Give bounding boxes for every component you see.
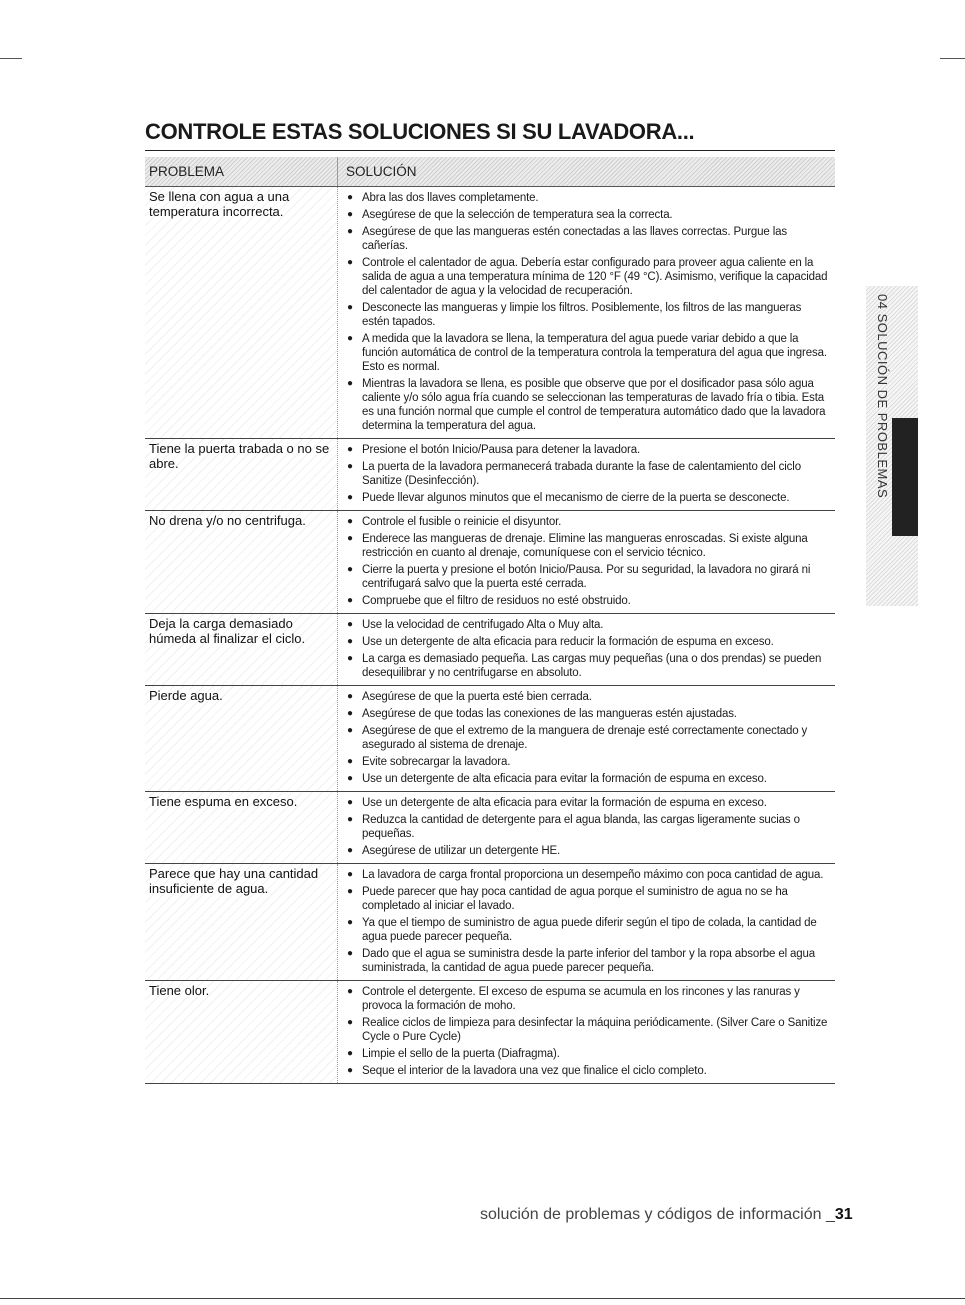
solution-text: Cierre la puerta y presione el botón Inicio/Pausa. Por su seguridad, la lavadora no girará ni centrifugará salvo que la puerta esté cerrada. [362,564,811,590]
solution-item [338,332,835,374]
problem-cell: Pierde agua. [145,686,338,791]
solution-text: Use un detergente de alta eficacia para evitar la formación de espuma en exceso. [362,773,767,785]
bullet-icon: ● [347,986,353,997]
solution-item [338,1064,835,1078]
solution-cell [338,864,835,980]
problem-cell: Se llena con agua a una temperatura incorrecta. [145,187,338,438]
bullet-icon: ● [347,595,353,606]
solution-item [338,916,835,944]
table-row [145,981,835,1084]
page-footer [480,1206,853,1224]
solution-item [338,724,835,752]
solution-cell [338,686,835,791]
solution-text: Controle el calentador de agua. Debería estar configurado para proveer agua caliente en la salida de agua a una temperatura mínima de 120 °F (49 °C). Asimismo, verifique la capacidad del calentador de agua y la velocidad de recuperación. [362,257,828,297]
bullet-icon: ● [347,845,353,856]
table-row [145,864,835,981]
solution-text: Controle el detergente. El exceso de espuma se acumula en los rincones y las ranuras y provoca la formación de moho. [362,986,800,1012]
solution-text: Dado que el agua se suministra desde la parte inferior del tambor y la ropa absorbe el agua suministrada, la cantidad de agua puede parecer pequeña. [362,948,816,974]
solution-text: Use un detergente de alta eficacia para reducir la formación de espuma en exceso. [362,636,774,648]
solution-item [338,635,835,649]
problem-cell: Tiene la puerta trabada o no se abre. [145,439,338,510]
solution-text: La carga es demasiado pequeña. Las cargas muy pequeñas (una o dos prendas) se pueden desequilibrar y no centrifugarse en absoluto. [362,653,822,679]
solution-item [338,690,835,704]
table-row [145,792,835,864]
page-number: 31 [834,1206,853,1223]
solution-text: Asegúrese de utilizar un detergente HE. [362,845,561,857]
bullet-icon: ● [347,378,353,389]
solution-text: A medida que la lavadora se llena, la temperatura del agua puede variar debido a que la función automática de control de la temperatura controla la temperatura del agua que ingresa. Esto es normal. [362,333,827,373]
bullet-icon: ● [347,302,353,313]
solution-item [338,755,835,769]
solution-item [338,813,835,841]
solution-text: Limpie el sello de la puerta (Diafragma). [362,1048,560,1060]
solution-text: Use la velocidad de centrifugado Alta o Muy alta. [362,619,604,631]
bullet-icon: ● [347,226,353,237]
problem-cell: Tiene espuma en exceso. [145,792,338,863]
solution-text: Reduzca la cantidad de detergente para el agua blanda, las cargas ligeramente sucias o pequeñas. [362,814,800,840]
table-row [145,614,835,686]
solution-item [338,947,835,975]
solution-text: Evite sobrecargar la lavadora. [362,756,511,768]
bullet-icon: ● [347,948,353,959]
table-row [145,686,835,792]
table-header [145,157,835,187]
solution-text: Abra las dos llaves completamente. [362,192,539,204]
solution-text: Asegúrese de que las mangueras estén conectadas a las llaves correctas. Purgue las cañerías. [362,226,787,252]
solution-item [338,532,835,560]
solution-text: Puede parecer que hay poca cantidad de agua porque el suministro de agua no se ha completado al iniciar el lavado. [362,886,788,912]
table-row [145,187,835,439]
solution-item [338,707,835,721]
solution-item [338,491,835,505]
bullet-icon: ● [347,725,353,736]
bullet-icon: ● [347,444,353,455]
solution-text: Controle el fusible o reinicie el disyuntor. [362,516,562,528]
solution-cell [338,511,835,613]
bullet-icon: ● [347,869,353,880]
crop-mark-right [940,58,965,59]
solution-cell [338,981,835,1083]
solution-text: Presione el botón Inicio/Pausa para detener la lavadora. [362,444,641,456]
solution-text: Ya que el tiempo de suministro de agua puede diferir según el tipo de colada, la cantidad de agua puede parecer pequeña. [362,917,817,943]
bullet-icon: ● [347,516,353,527]
solution-cell [338,187,835,438]
bullet-icon: ● [347,1017,353,1028]
problem-cell: No drena y/o no centrifuga. [145,511,338,613]
bullet-icon: ● [347,886,353,897]
solution-text: La lavadora de carga frontal proporciona un desempeño máximo con poca cantidad de agua. [362,869,824,881]
solution-item [338,868,835,882]
solution-cell [338,614,835,685]
table-row [145,511,835,614]
bullet-icon: ● [347,1048,353,1059]
bullet-icon: ● [347,619,353,630]
chapter-side-tab [866,286,918,606]
problem-cell: Tiene olor. [145,981,338,1083]
solution-item [338,985,835,1013]
bullet-icon: ● [347,814,353,825]
bullet-icon: ● [347,1065,353,1076]
solution-item [338,191,835,205]
bullet-icon: ● [347,461,353,472]
solution-item [338,460,835,488]
solution-text: Asegúrese de que la selección de temperatura sea la correcta. [362,209,673,221]
bullet-icon: ● [347,691,353,702]
bullet-icon: ● [347,492,353,503]
bullet-icon: ● [347,333,353,344]
problem-cell: Parece que hay una cantidad insuficiente de agua. [145,864,338,980]
solution-item [338,1016,835,1044]
solution-item [338,515,835,529]
table-row [145,439,835,511]
solution-cell [338,439,835,510]
solution-text: Mientras la lavadora se llena, es posible que observe que por el dosificador pasa sólo agua caliente y/o sólo agua fría cuando se seleccionan las temperaturas de lavado fría o tibia. Esta es una función normal que cumple el control de temperatura automático dado que la lavadora determina la temperatura del agua. [362,378,826,432]
bullet-icon: ● [347,708,353,719]
bullet-icon: ● [347,564,353,575]
bullet-icon: ● [347,773,353,784]
bullet-icon: ● [347,636,353,647]
table-body [145,187,835,1084]
bullet-icon: ● [347,653,353,664]
header-problem: PROBLEMA [149,164,225,179]
solution-item [338,844,835,858]
solution-item [338,563,835,591]
solution-item [338,618,835,632]
solution-item [338,301,835,329]
solution-item [338,1047,835,1061]
chapter-tab-marker [892,418,918,536]
solution-item [338,208,835,222]
solution-text: Desconecte las mangueras y limpie los filtros. Posiblemente, los filtros de las mangueras estén tapados. [362,302,802,328]
solution-cell [338,792,835,863]
solution-text: Asegúrese de que la puerta esté bien cerrada. [362,691,592,703]
solution-text: La puerta de la lavadora permanecerá trabada durante la fase de calentamiento del ciclo Sanitize (Desinfección). [362,461,801,487]
solution-item [338,652,835,680]
solution-text: Enderece las mangueras de drenaje. Elimine las mangueras enroscadas. Si existe alguna restricción en cuanto al drenaje, comuníquese con el servicio técnico. [362,533,808,559]
bullet-icon: ● [347,756,353,767]
bottom-rule [0,1298,965,1299]
bullet-icon: ● [347,257,353,268]
solution-text: Seque el interior de la lavadora una vez que finalice el ciclo completo. [362,1065,707,1077]
footer-section-text: solución de problemas y códigos de información _ [480,1206,835,1223]
page-title: CONTROLE ESTAS SOLUCIONES SI SU LAVADORA... [145,119,835,151]
solution-item [338,377,835,433]
solution-item [338,225,835,253]
solution-text: Asegúrese de que todas las conexiones de las mangueras estén ajustadas. [362,708,737,720]
solution-item [338,443,835,457]
solution-text: Puede llevar algunos minutos que el mecanismo de cierre de la puerta se desconecte. [362,492,790,504]
solution-item [338,885,835,913]
bullet-icon: ● [347,209,353,220]
solution-text: Asegúrese de que el extremo de la manguera de drenaje esté correctamente conectado y asegurado al sistema de drenaje. [362,725,808,751]
solution-item [338,772,835,786]
solution-item [338,796,835,810]
crop-mark-left [0,58,22,59]
chapter-tab-label: 04 SOLUCIÓN DE PROBLEMAS [875,294,890,499]
solution-item [338,256,835,298]
bullet-icon: ● [347,533,353,544]
problem-cell: Deja la carga demasiado húmeda al finalizar el ciclo. [145,614,338,685]
bullet-icon: ● [347,192,353,203]
bullet-icon: ● [347,917,353,928]
solution-text: Compruebe que el filtro de residuos no esté obstruido. [362,595,631,607]
header-solution: SOLUCIÓN [337,157,835,186]
troubleshooting-table [145,157,835,1084]
solution-text: Realice ciclos de limpieza para desinfectar la máquina periódicamente. (Silver Care o Sanitize Cycle o Pure Cycle) [362,1017,828,1043]
solution-text: Use un detergente de alta eficacia para evitar la formación de espuma en exceso. [362,797,767,809]
solution-item [338,594,835,608]
bullet-icon: ● [347,797,353,808]
